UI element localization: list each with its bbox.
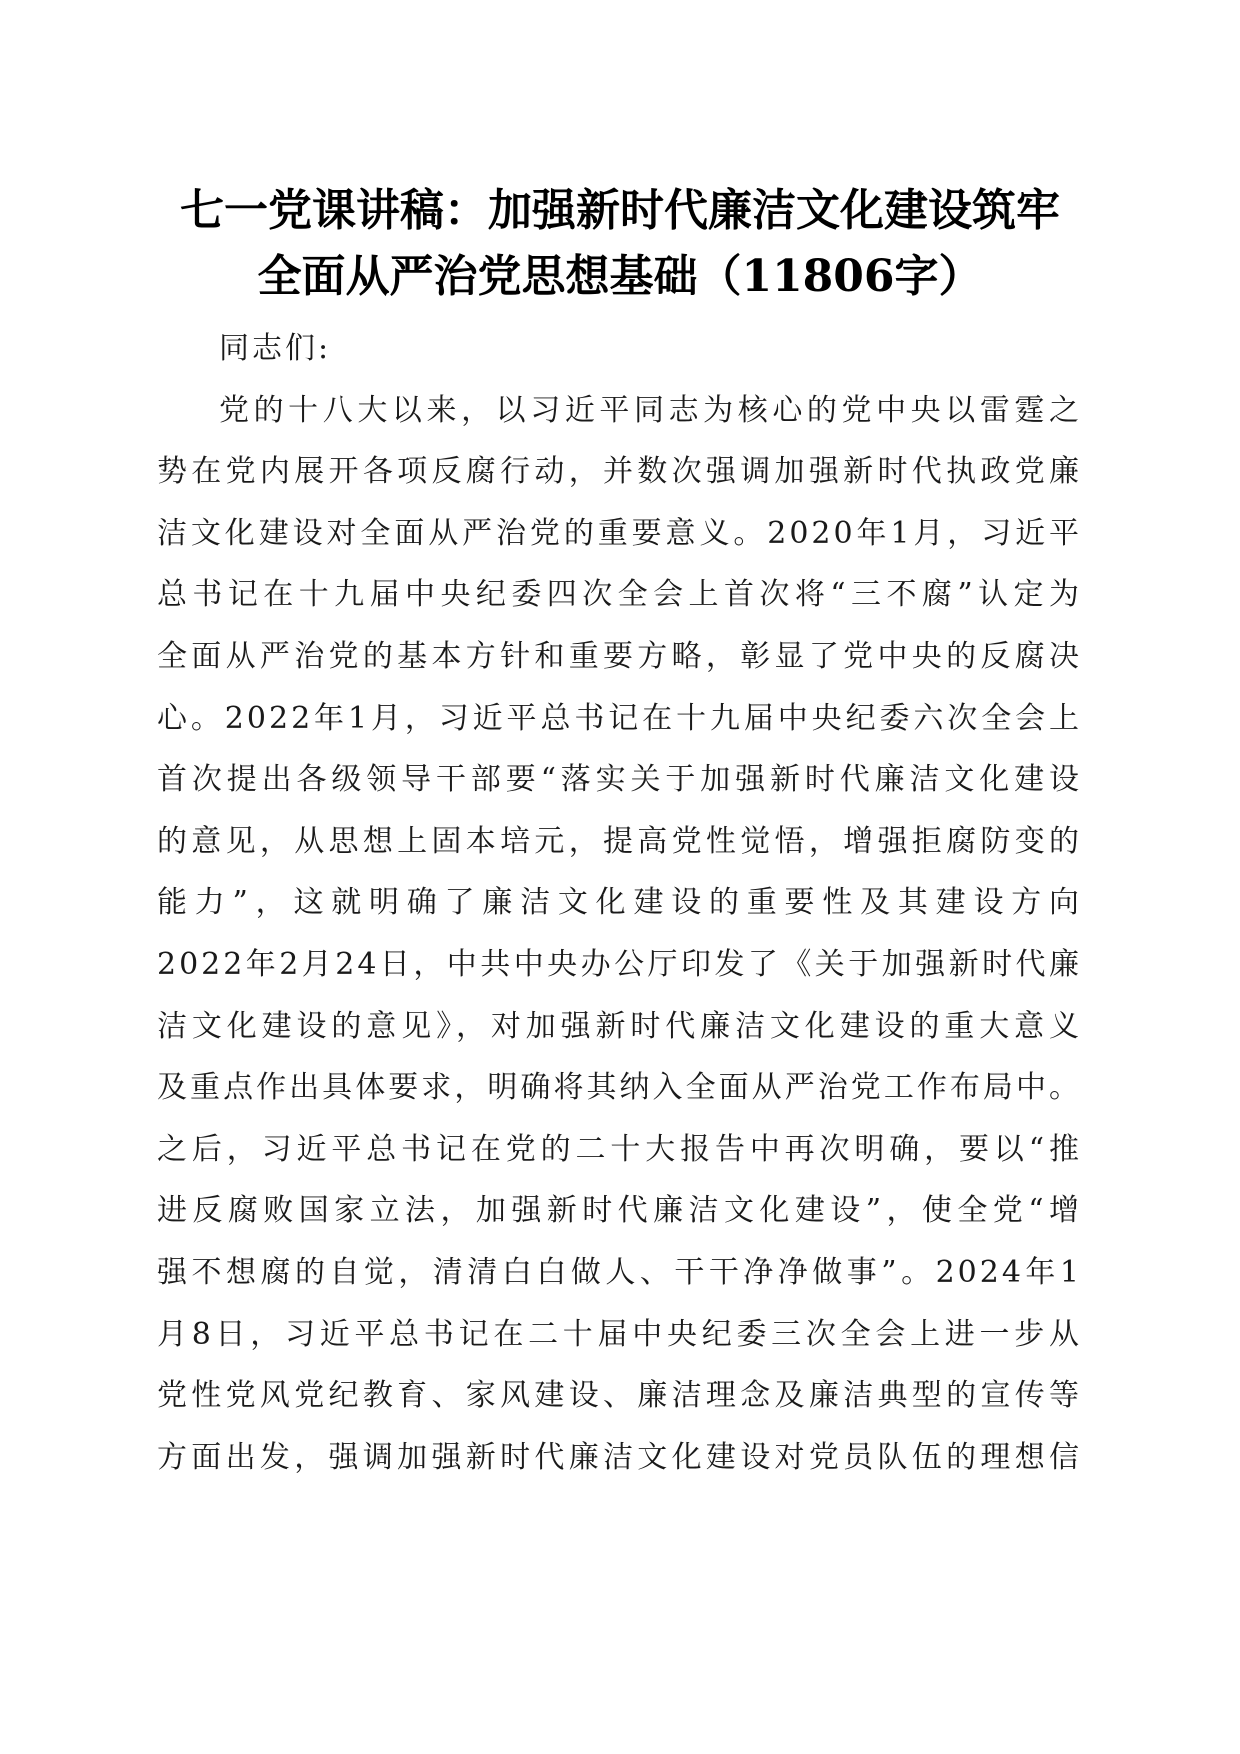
title-line-1: 七一党课讲稿：加强新时代廉洁文化建设筑牢 — [180, 185, 1060, 236]
paragraph-line: 总书记在十九届中央纪委四次全会上首次将“三不腐”认定为 — [157, 577, 1082, 613]
paragraph-line: 方面出发，强调加强新时代廉洁文化建设对党员队伍的理想信 — [157, 1439, 1082, 1475]
paragraph-line: 党性党风党纪教育、家风建设、廉洁理念及廉洁典型的宣传等 — [157, 1378, 1082, 1414]
paragraph-line: 首次提出各级领导干部要“落实关于加强新时代廉洁文化建设 — [157, 762, 1082, 798]
paragraph-line: 党的十八大以来，以习近平同志为核心的党中央以雷霆之 — [219, 392, 1082, 428]
paragraph-line: 洁文化建设的意见》，对加强新时代廉洁文化建设的重大意义 — [157, 1008, 1082, 1044]
paragraph-line: 全面从严治党的基本方针和重要方略，彰显了党中央的反腐决 — [157, 638, 1082, 674]
paragraph-line: 心。2022年1月，习近平总书记在十九届中央纪委六次全会上 — [157, 700, 1082, 736]
paragraph-line: 洁文化建设对全面从严治党的重要意义。2020年1月，习近平 — [157, 515, 1082, 551]
document-title — [150, 178, 1090, 310]
title-line-2: 全面从严治党思想基础（11806字） — [257, 251, 983, 302]
paragraph-line: 月8日，习近平总书记在二十届中央纪委三次全会上进一步从 — [157, 1316, 1082, 1352]
paragraph-line: 进反腐败国家立法，加强新时代廉洁文化建设”，使全党“增 — [157, 1193, 1082, 1229]
salutation: 同志们: — [219, 331, 332, 366]
document-body — [157, 318, 1082, 1488]
paragraph-line: 之后，习近平总书记在党的二十大报告中再次明确，要以“推 — [157, 1131, 1082, 1167]
paragraph-line: 势在党内展开各项反腐行动，并数次强调加强新时代执政党廉 — [157, 454, 1082, 490]
paragraph-line: 的意见，从思想上固本培元，提高党性觉悟，增强拒腐防变的 — [157, 823, 1082, 859]
paragraph-line: 强不想腐的自觉，清清白白做人、干干净净做事”。2024年1 — [157, 1254, 1082, 1290]
paragraph-line: 2022年2月24日，中共中央办公厅印发了《关于加强新时代廉 — [157, 946, 1082, 982]
paragraph-line: 能力”，这就明确了廉洁文化建设的重要性及其建设方向 — [157, 885, 1082, 921]
paragraph-line: 及重点作出具体要求，明确将其纳入全面从严治党工作布局中。 — [157, 1070, 1082, 1106]
